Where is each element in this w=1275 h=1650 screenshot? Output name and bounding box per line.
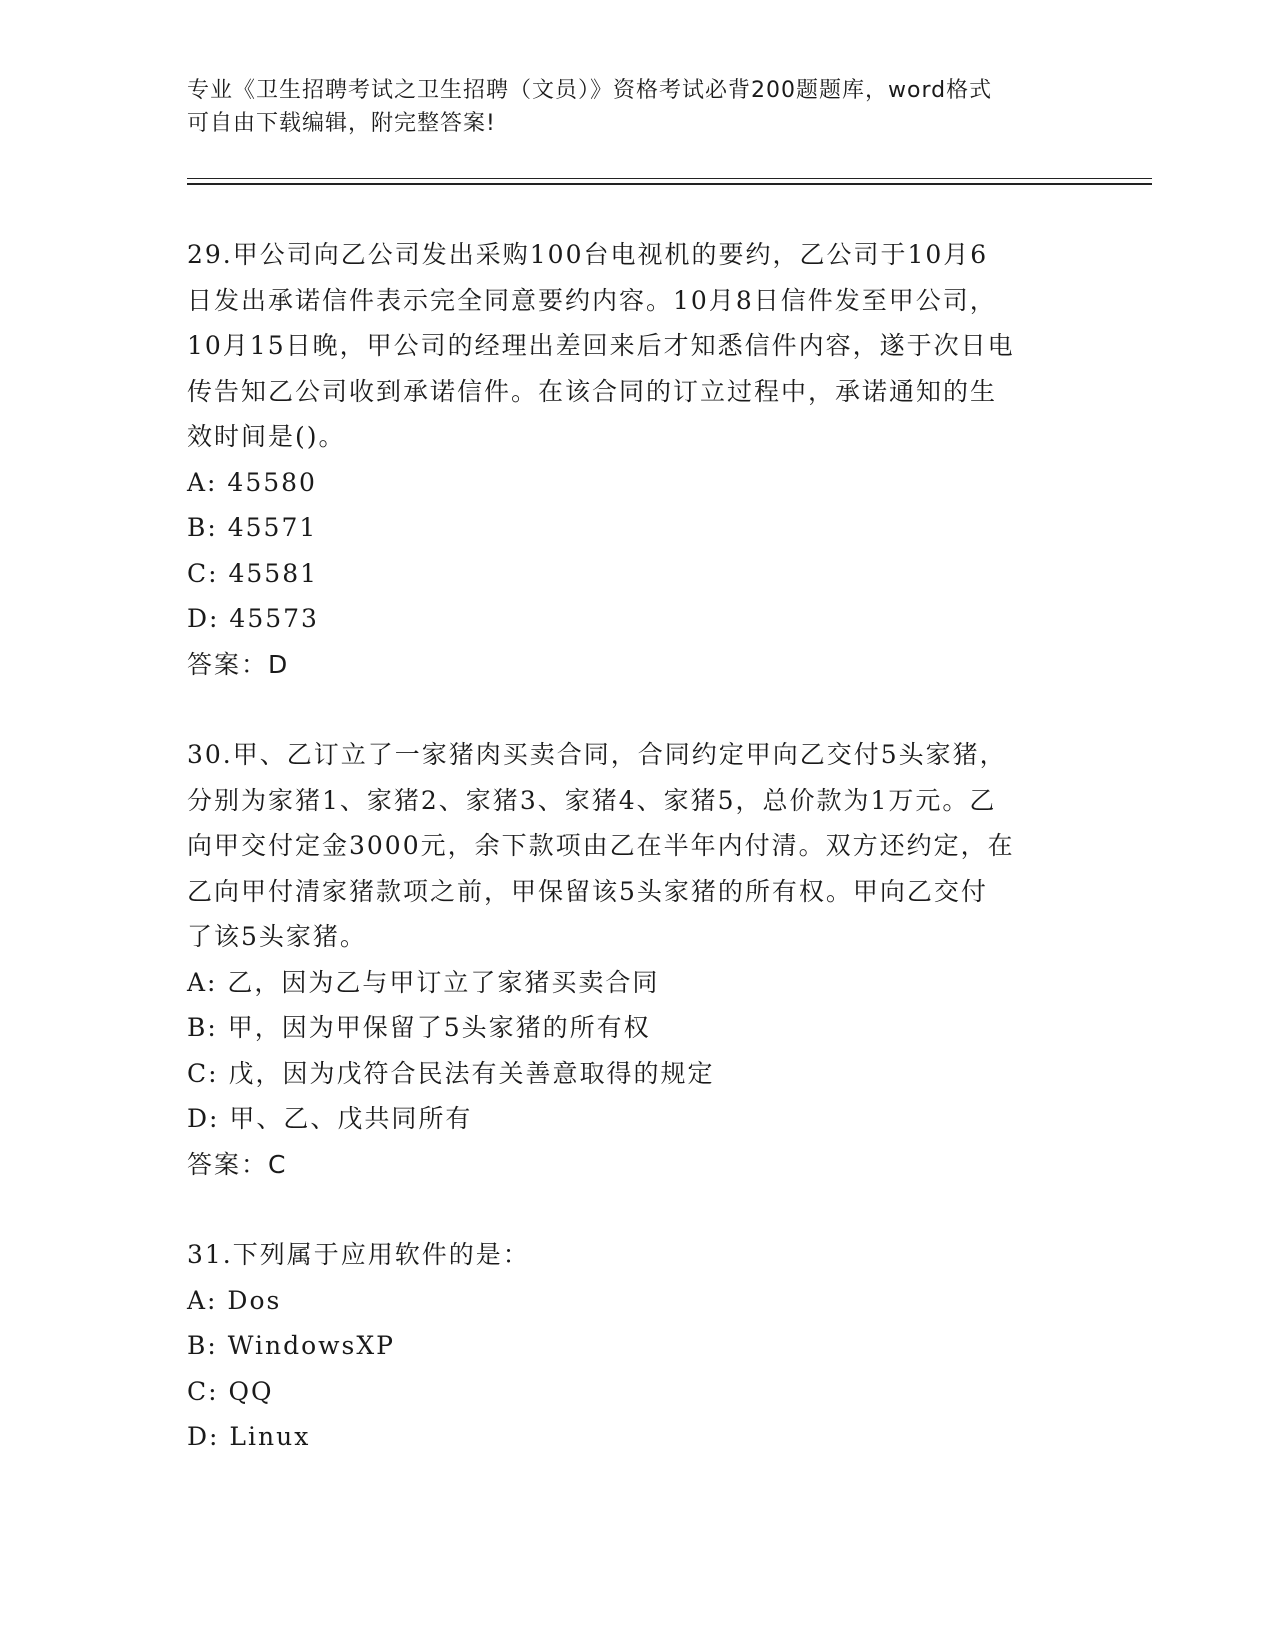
question-stem-line: 乙向甲付清家猪款项之前，甲保留该5头家猪的所有权。甲向乙交付 xyxy=(187,876,988,906)
question-stem-line: 向甲交付定金3000元，余下款项由乙在半年内付清。双方还约定，在 xyxy=(187,831,1015,860)
question-stem-line: 了该5头家猪。 xyxy=(187,922,367,951)
option-c: C: 戊，因为戊符合民法有关善意取得的规定 xyxy=(187,1058,715,1088)
header-line-2: 可自由下载编辑，附完整答案! xyxy=(187,111,496,136)
header-rule-thin xyxy=(187,178,1152,179)
header-rule-thick xyxy=(187,183,1152,185)
question-stem-line: 31.下列属于应用软件的是： xyxy=(187,1240,530,1269)
option-b: B: WindowsXP xyxy=(187,1331,395,1360)
question-31 xyxy=(187,1232,1087,1460)
header-line-1: 专业《卫生招聘考试之卫生招聘（文员）》资格考试必背200题题库，word格式 xyxy=(187,78,993,103)
question-stem-line: 日发出承诺信件表示完全同意要约内容。10月8日信件发至甲公司， xyxy=(187,285,997,315)
question-stem-line: 效时间是()。 xyxy=(187,422,346,451)
option-a: A: 乙，因为乙与甲订立了家猪买卖合同 xyxy=(187,967,660,997)
option-b: B: 甲，因为甲保留了5头家猪的所有权 xyxy=(187,1013,651,1042)
question-stem-line: 30.甲、乙订立了一家猪肉买卖合同，合同约定甲向乙交付5头家猪， xyxy=(187,740,1007,769)
option-c: C: QQ xyxy=(187,1376,274,1406)
option-c: C: 45581 xyxy=(187,558,319,588)
question-stem-line: 传告知乙公司收到承诺信件。在该合同的订立过程中，承诺通知的生 xyxy=(187,376,998,406)
question-30 xyxy=(187,732,1087,1187)
answer-key: 答案：C xyxy=(187,1149,288,1179)
question-29 xyxy=(187,232,1087,687)
option-d: D: 45573 xyxy=(187,604,319,633)
question-stem-line: 29.甲公司向乙公司发出采购100台电视机的要约，乙公司于10月6 xyxy=(187,240,989,269)
question-list xyxy=(187,232,1087,1505)
option-d: D: Linux xyxy=(187,1422,311,1451)
option-a: A: Dos xyxy=(187,1285,282,1315)
question-stem-line: 分别为家猪1、家猪2、家猪3、家猪4、家猪5，总价款为1万元。乙 xyxy=(187,785,997,815)
document-header xyxy=(187,74,1067,140)
option-a: A: 45580 xyxy=(187,467,317,497)
option-b: B: 45571 xyxy=(187,513,318,542)
option-d: D: 甲、乙、戊共同所有 xyxy=(187,1104,473,1133)
answer-key: 答案：D xyxy=(187,649,290,679)
question-stem-line: 10月15日晚，甲公司的经理出差回来后才知悉信件内容，遂于次日电 xyxy=(187,331,1015,360)
